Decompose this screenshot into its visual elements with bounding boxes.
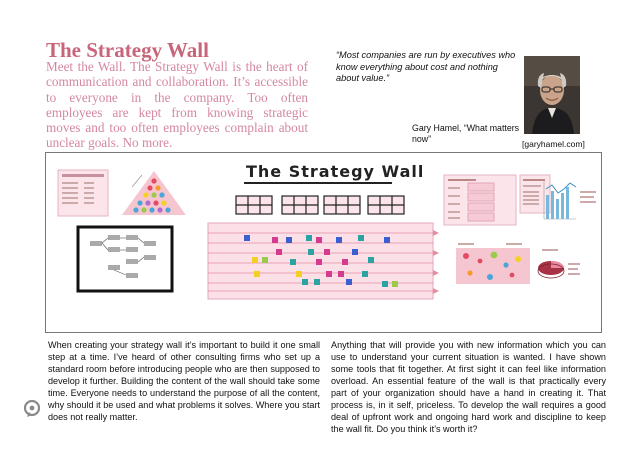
mini-chart	[544, 181, 596, 219]
pie-chart	[538, 249, 580, 278]
page-title: The Strategy Wall	[46, 38, 209, 62]
business-case-note	[520, 175, 550, 213]
quote-text: “Most companies are run by executives who know everything about cost and nothing about value.”	[336, 50, 516, 84]
body-paragraph-right: Anything that will provide you with new information which you can use to understand your current situation is wanted. I have shown some tools that fit together. At first sight it can feel like information overload. An essential feature of the wall is that practically every part of your organization should have a hand in creating it. That process is, in it self, priceless. To develop the wall requires a good deal of upfront work and ongoing hard work and discipline to keep the wall fit. Do you think it’s worth it?	[331, 340, 606, 434]
body-paragraph-left: When creating your strategy wall it’s important to build it one small step at a time. I’ve heard of other consulting firms who set up a standard room before introducing people who are then supposed to develop it further. Building the content of the wall should take some time. Everyone needs to understand the purpose of all the content, why should it be used and what problems it solves. Where you start does not really matter.	[48, 340, 320, 422]
kanban-header-boxes	[236, 196, 404, 214]
strategy-wall-illustration	[45, 152, 602, 333]
portrait-photo	[524, 56, 580, 134]
priority-triangle	[122, 171, 186, 215]
brand-logo-icon	[23, 399, 41, 417]
quote-attribution: Gary Hamel, “What matters now”	[412, 123, 520, 144]
kanban-board	[208, 223, 439, 299]
flow-diagram	[78, 227, 172, 291]
intro-paragraph: Meet the Wall. The Strategy Wall is the heart of communication and collaboration. It’s accessible to everyone in the company. Too often employees are kept from knowing strategic moves and too often employees complain about unclear goals. No more.	[46, 59, 308, 151]
bubble-chart	[456, 243, 530, 284]
prioritized-questions-note	[58, 170, 108, 216]
wall-drawing	[46, 153, 602, 333]
photo-credit: [garyhamel.com]	[522, 139, 585, 149]
wall-title: The Strategy Wall	[246, 162, 425, 181]
income-statement-note	[444, 175, 516, 225]
portrait-illustration	[524, 56, 580, 134]
